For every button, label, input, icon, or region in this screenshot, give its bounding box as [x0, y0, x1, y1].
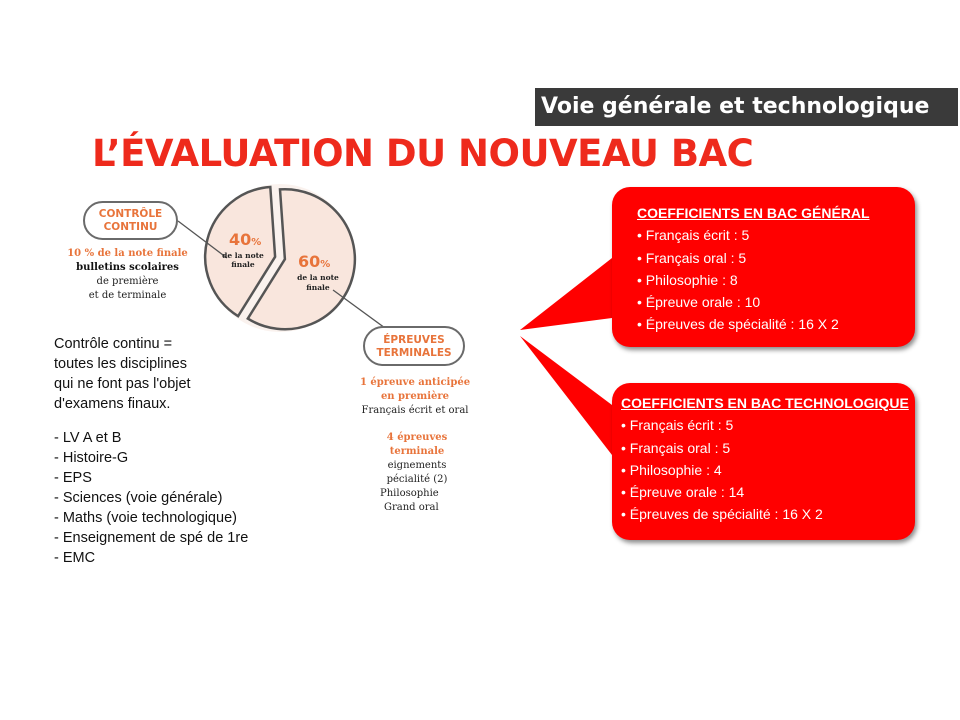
- et-note-8: Philosophie: [380, 488, 439, 499]
- epreuves-terminales-note-1: [355, 376, 475, 418]
- et-note-7: pécialité (2): [386, 474, 448, 485]
- et-note-6: eignements: [387, 460, 447, 471]
- bac-techno-title: COEFFICIENTS EN BAC TECHNOLOGIQUE: [621, 395, 909, 411]
- list-item: - Maths (voie technologique): [54, 510, 237, 526]
- pill-et-line-2: TERMINALES: [376, 347, 452, 359]
- list-item: • Épreuve orale : 10: [637, 294, 761, 311]
- list-item: • Épreuves de spécialité : 16 X 2: [637, 316, 839, 333]
- list-item: - LV A et B: [54, 430, 122, 446]
- cc-note-4: et de terminale: [88, 290, 167, 301]
- bac-general-title: COEFFICIENTS EN BAC GÉNÉRAL: [637, 205, 870, 221]
- cc-note-3: de première: [96, 276, 159, 287]
- definition-line-3: qui ne font pas l'objet: [54, 376, 191, 392]
- pill-controle-continu: [83, 201, 178, 240]
- cc-note-2: bulletins scolaires: [76, 262, 179, 273]
- coefficients-bac-techno: [612, 383, 915, 540]
- slice-large-caption-1: de la note: [297, 273, 339, 282]
- slice-large-caption-2: finale: [306, 283, 330, 292]
- controle-continu-definition: [54, 334, 191, 414]
- slice-small-caption-1: de la note: [222, 251, 264, 260]
- list-item: • Français écrit : 5: [621, 417, 734, 434]
- et-note-1: 1 épreuve anticipée: [359, 377, 471, 388]
- list-item: • Français oral : 5: [621, 439, 731, 456]
- list-item: • Français oral : 5: [637, 249, 747, 266]
- et-note-5: terminale: [389, 446, 445, 457]
- list-item: - Sciences (voie générale): [54, 490, 223, 506]
- list-item: - EPS: [54, 470, 92, 486]
- pill-cc-line-2: CONTINU: [103, 221, 158, 233]
- page-title: L’ÉVALUATION DU NOUVEAU BAC: [92, 132, 754, 175]
- list-item: - Histoire-G: [54, 450, 129, 466]
- list-item: • Épreuves de spécialité : 16 X 2: [621, 506, 823, 523]
- pill-epreuves-terminales: [363, 326, 465, 366]
- disciplines-list: [54, 428, 248, 568]
- list-item: - EMC: [54, 550, 96, 566]
- pointer-bac-general: [520, 258, 612, 330]
- list-item: • Philosophie : 4: [621, 461, 722, 478]
- et-note-2: en première: [380, 391, 450, 402]
- definition-line-1: Contrôle continu =: [54, 336, 173, 352]
- definition-line-2: toutes les disciplines: [54, 356, 187, 372]
- connector-epreuves-terminales: [333, 290, 385, 328]
- list-item: - Enseignement de spé de 1re: [54, 530, 249, 546]
- et-note-3: Français écrit et oral: [361, 405, 469, 416]
- et-note-4: 4 épreuves: [386, 432, 448, 443]
- slice-large-value: 60%: [298, 252, 331, 271]
- pill-cc-line-1: CONTRÔLE: [98, 208, 163, 220]
- section-banner: Voie générale et technologique: [535, 88, 958, 126]
- definition-line-4: d'examens finaux.: [54, 396, 171, 412]
- slice-small-caption-2: finale: [231, 260, 255, 269]
- epreuves-terminales-note-2: [372, 431, 462, 515]
- list-item: • Français écrit : 5: [637, 227, 750, 244]
- list-item: • Épreuve orale : 14: [621, 484, 745, 501]
- et-note-9: Grand oral: [384, 502, 439, 513]
- list-item: • Philosophie : 8: [637, 271, 738, 288]
- controle-continu-note: [65, 247, 190, 303]
- pointer-bac-techno: [520, 336, 612, 455]
- pill-et-line-1: ÉPREUVES: [383, 334, 445, 346]
- slice-small-value: 40%: [229, 230, 262, 249]
- coefficients-bac-general: [612, 187, 915, 347]
- cc-note-1: 10 % de la note finale: [67, 248, 188, 259]
